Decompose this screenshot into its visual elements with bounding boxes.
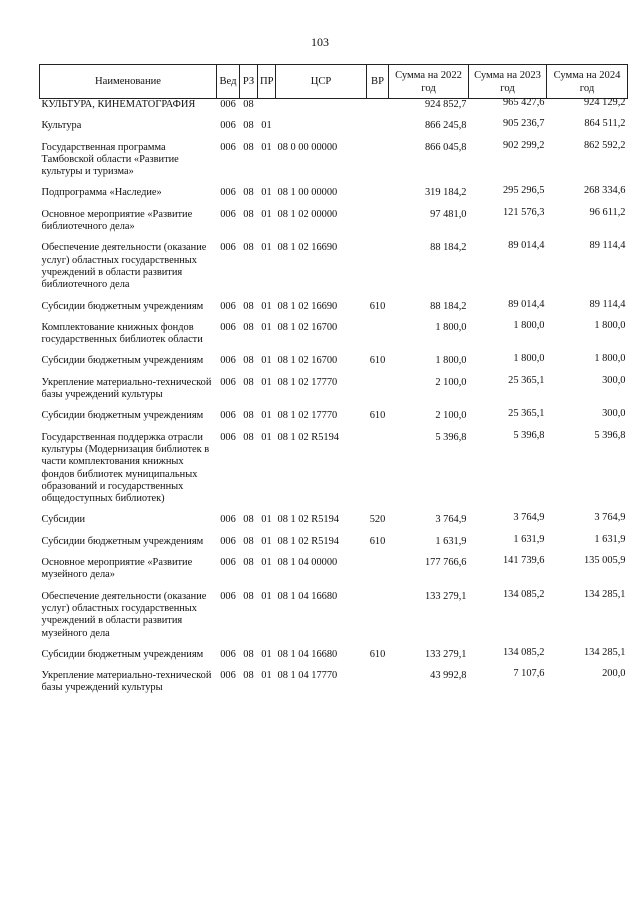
cell-sum-2022: 3 764,9 xyxy=(435,514,467,526)
cell-csr: 08 0 00 00000 xyxy=(277,141,338,153)
cell-rz: 08 xyxy=(243,120,254,132)
cell-ved: 006 xyxy=(220,208,236,220)
table-row xyxy=(40,432,628,515)
cell-sum-2022: 5 396,8 xyxy=(435,431,467,443)
cell-rz: 08 xyxy=(243,208,254,220)
cell-name: Комплектование книжных фондов государственных библиотек области xyxy=(41,321,203,346)
cell-sum-2023-value: 134 085,2 xyxy=(502,646,545,658)
cell-vr xyxy=(367,670,389,704)
cell-ved: 006 xyxy=(220,187,236,199)
cell-rz: 08 xyxy=(243,376,254,388)
cell-name: Обеспечение деятельности (оказание услуг) областных государственных учреждений в области развития библиотечного дела xyxy=(41,242,207,291)
col-header-vr: ВР xyxy=(367,65,389,99)
cell-pr: 01 xyxy=(261,242,272,254)
cell-ved: 006 xyxy=(220,514,236,526)
cell-rz: 08 xyxy=(243,187,254,199)
cell-sum-2024 xyxy=(547,319,628,356)
cell-rz: 08 xyxy=(243,431,254,443)
cell-name: Субсидии бюджетным учреждениям xyxy=(41,535,204,547)
cell-rz: 08 xyxy=(243,355,254,367)
cell-sum-2024-value: 3 764,9 xyxy=(594,512,626,524)
cell-name: Субсидии бюджетным учреждениям xyxy=(41,410,204,422)
col-header-ved: Вед xyxy=(217,65,240,99)
cell-sum-2022: 133 279,1 xyxy=(424,590,467,602)
cell-sum-2023 xyxy=(469,533,547,557)
cell-rz: 08 xyxy=(243,557,254,569)
cell-name: Субсидии бюджетным учреждениям xyxy=(41,300,204,312)
cell-sum-2024 xyxy=(547,298,628,322)
cell-pr: 01 xyxy=(261,514,272,526)
page-number: 103 xyxy=(311,35,329,49)
cell-rz: 08 xyxy=(243,535,254,547)
cell-csr: 08 1 02 16690 xyxy=(277,300,338,312)
table-row xyxy=(40,120,628,141)
table-row xyxy=(40,142,628,188)
col-header-sum-2024: Сумма на 2024 год xyxy=(547,65,628,99)
cell-name: Укрепление материально-технической базы учреждений культуры xyxy=(41,376,212,401)
cell-ved: 006 xyxy=(220,648,236,660)
cell-sum-2023 xyxy=(469,139,547,188)
table-body xyxy=(40,99,628,704)
cell-sum-2023-value: 965 427,6 xyxy=(502,97,545,108)
cell-ved: 006 xyxy=(220,410,236,422)
cell-pr: 01 xyxy=(261,590,272,602)
cell-sum-2022: 43 992,8 xyxy=(430,670,467,682)
cell-ved: 006 xyxy=(220,355,236,367)
cell-sum-2024-value: 300,0 xyxy=(602,408,626,420)
cell-sum-2024-value: 924 129,2 xyxy=(583,97,626,108)
cell-sum-2024 xyxy=(547,187,628,208)
cell-sum-2024 xyxy=(547,242,628,300)
cell-sum-2023 xyxy=(469,514,547,535)
cell-vr: 610 xyxy=(369,300,386,312)
cell-sum-2022: 866 245,8 xyxy=(424,120,467,132)
cell-sum-2022: 88 184,2 xyxy=(430,242,467,254)
table-row xyxy=(40,322,628,356)
cell-ved: 006 xyxy=(220,99,236,110)
cell-vr xyxy=(367,209,389,243)
cell-vr xyxy=(367,99,389,121)
cell-ved: 006 xyxy=(220,670,236,682)
cell-name: Субсидии бюджетным учреждениям xyxy=(41,355,204,367)
cell-vr xyxy=(367,120,389,141)
cell-vr xyxy=(367,432,389,515)
cell-sum-2023-value: 89 014,4 xyxy=(508,240,545,252)
cell-pr: 01 xyxy=(261,300,272,312)
cell-vr: 610 xyxy=(369,535,386,547)
cell-sum-2023 xyxy=(469,429,547,515)
cell-csr: 08 1 02 00000 xyxy=(277,208,338,220)
cell-sum-2023 xyxy=(469,120,547,141)
table-row xyxy=(40,187,628,208)
col-header-name: Наименование xyxy=(40,65,217,99)
col-header-sum-2023: Сумма на 2023 год xyxy=(469,65,547,99)
cell-sum-2024 xyxy=(547,533,628,557)
cell-name: Субсидии бюджетным учреждениям xyxy=(41,648,204,660)
table-row xyxy=(40,242,628,300)
cell-sum-2024 xyxy=(547,410,628,431)
cell-ved: 006 xyxy=(220,557,236,569)
cell-sum-2023-value: 7 107,6 xyxy=(513,668,545,680)
cell-vr: 610 xyxy=(369,410,386,422)
cell-sum-2023-value: 25 365,1 xyxy=(508,374,545,386)
cell-pr: 01 xyxy=(261,557,272,569)
cell-sum-2024-value: 89 114,4 xyxy=(589,240,626,252)
cell-sum-2022: 97 481,0 xyxy=(430,208,467,220)
cell-sum-2022: 88 184,2 xyxy=(430,300,467,312)
cell-vr xyxy=(367,377,389,411)
cell-name: Основное мероприятие «Развитие библиотечного дела» xyxy=(41,208,193,233)
cell-csr: 08 1 04 16680 xyxy=(277,590,338,602)
col-header-csr: ЦСР xyxy=(276,65,367,99)
col-header-rz: РЗ xyxy=(240,65,258,99)
cell-sum-2024-value: 864 511,2 xyxy=(584,118,626,130)
cell-pr: 01 xyxy=(261,120,272,132)
cell-rz: 08 xyxy=(243,242,254,254)
cell-csr: 08 1 02 16690 xyxy=(277,242,338,254)
cell-vr xyxy=(367,242,389,300)
cell-sum-2023 xyxy=(469,206,547,243)
budget-table xyxy=(39,64,628,704)
cell-sum-2024 xyxy=(547,139,628,188)
cell-sum-2024-value: 862 592,2 xyxy=(583,139,626,151)
cell-csr: 08 1 04 16680 xyxy=(277,648,338,660)
cell-sum-2024-value: 134 285,1 xyxy=(583,646,626,658)
cell-sum-2024 xyxy=(547,355,628,376)
cell-sum-2024 xyxy=(547,514,628,535)
cell-sum-2024-value: 5 396,8 xyxy=(594,429,626,441)
cell-pr: 01 xyxy=(261,535,272,547)
cell-pr: 01 xyxy=(261,410,272,422)
cell-ved: 006 xyxy=(220,300,236,312)
cell-rz: 08 xyxy=(243,514,254,526)
cell-pr: 01 xyxy=(261,670,272,682)
cell-sum-2023-value: 5 396,8 xyxy=(513,429,545,441)
cell-csr: 08 1 02 R5194 xyxy=(277,431,339,443)
col-header-pr: ПР xyxy=(258,65,276,99)
cell-sum-2022: 2 100,0 xyxy=(435,410,467,422)
cell-ved: 006 xyxy=(220,431,236,443)
cell-name: КУЛЬТУРА, КИНЕМАТОГРАФИЯ xyxy=(41,99,196,110)
cell-pr: 01 xyxy=(261,208,272,220)
cell-csr xyxy=(276,120,367,141)
cell-csr: 08 1 02 R5194 xyxy=(277,535,339,547)
cell-sum-2022: 1 800,0 xyxy=(435,321,467,333)
cell-sum-2023-value: 1 800,0 xyxy=(513,319,545,331)
cell-name: Государственная поддержка отрасли культуры (Модернизация библиотек в части комплектования книжных фондов библиотек муниципальных образований и государственных общедоступных библиотек) xyxy=(41,431,210,505)
cell-sum-2022: 1 631,9 xyxy=(435,535,467,547)
cell-name: Субсидии xyxy=(41,514,86,526)
cell-sum-2023-value: 141 739,6 xyxy=(502,555,545,567)
cell-sum-2024-value: 96 611,2 xyxy=(589,206,626,218)
cell-name: Государственная программа Тамбовской области «Развитие культуры и туризма» xyxy=(41,141,179,178)
cell-sum-2023 xyxy=(469,670,547,704)
cell-sum-2024-value: 1 631,9 xyxy=(594,533,626,545)
cell-sum-2024-value: 200,0 xyxy=(602,668,626,680)
table-row xyxy=(40,536,628,557)
cell-sum-2023-value: 121 576,3 xyxy=(502,206,545,218)
cell-sum-2022: 866 045,8 xyxy=(424,141,467,153)
cell-vr: 520 xyxy=(369,514,386,526)
cell-rz: 08 xyxy=(243,648,254,660)
cell-vr xyxy=(367,187,389,208)
cell-name: Укрепление материально-технической базы учреждений культуры xyxy=(41,670,212,694)
cell-sum-2024 xyxy=(547,206,628,243)
cell-csr xyxy=(276,99,367,121)
cell-sum-2023 xyxy=(469,588,547,649)
cell-ved: 006 xyxy=(220,141,236,153)
cell-vr xyxy=(367,142,389,188)
cell-name: Обеспечение деятельности (оказание услуг) областных государственных учреждений в области развития музейного дела xyxy=(41,590,207,639)
cell-vr xyxy=(367,557,389,591)
cell-sum-2024 xyxy=(547,374,628,411)
cell-sum-2024-value: 1 800,0 xyxy=(594,353,626,365)
cell-csr: 08 1 02 R5194 xyxy=(277,514,339,526)
cell-rz: 08 xyxy=(243,99,254,110)
cell-pr: 01 xyxy=(261,355,272,367)
table-row xyxy=(40,591,628,649)
cell-rz: 08 xyxy=(243,590,254,602)
cell-pr xyxy=(258,99,276,121)
cell-sum-2023-value: 295 296,5 xyxy=(502,185,545,197)
cell-ved: 006 xyxy=(220,535,236,547)
cell-sum-2023-value: 89 014,4 xyxy=(508,298,545,310)
cell-sum-2023 xyxy=(469,646,547,670)
cell-pr: 01 xyxy=(261,321,272,333)
cell-sum-2023-value: 134 085,2 xyxy=(502,588,545,600)
cell-sum-2023 xyxy=(469,374,547,411)
cell-sum-2023 xyxy=(469,355,547,376)
cell-csr: 08 1 00 00000 xyxy=(277,187,338,199)
cell-sum-2023 xyxy=(469,187,547,208)
cell-ved: 006 xyxy=(220,242,236,254)
cell-pr: 01 xyxy=(261,648,272,660)
table-row xyxy=(40,557,628,591)
cell-csr: 08 1 02 16700 xyxy=(277,321,338,333)
cell-sum-2023 xyxy=(469,410,547,431)
cell-csr: 08 1 04 17770 xyxy=(277,670,338,682)
cell-sum-2024-value: 300,0 xyxy=(602,374,626,386)
cell-sum-2022: 924 852,7 xyxy=(424,99,467,110)
cell-sum-2023 xyxy=(469,319,547,356)
cell-rz: 08 xyxy=(243,300,254,312)
cell-sum-2024-value: 89 114,4 xyxy=(589,298,626,310)
cell-sum-2024 xyxy=(547,429,628,515)
cell-vr: 610 xyxy=(369,648,386,660)
cell-rz: 08 xyxy=(243,321,254,333)
cell-sum-2024 xyxy=(547,670,628,704)
cell-sum-2023 xyxy=(469,557,547,591)
cell-sum-2024-value: 134 285,1 xyxy=(583,588,626,600)
table-header-row xyxy=(40,65,628,99)
cell-sum-2024 xyxy=(547,557,628,591)
cell-sum-2022: 2 100,0 xyxy=(435,376,467,388)
cell-name: Подпрограмма «Наследие» xyxy=(41,187,162,199)
table-row xyxy=(40,355,628,376)
cell-ved: 006 xyxy=(220,590,236,602)
table-row xyxy=(40,377,628,411)
cell-ved: 006 xyxy=(220,376,236,388)
cell-rz: 08 xyxy=(243,141,254,153)
table-row xyxy=(40,670,628,704)
cell-sum-2023-value: 905 236,7 xyxy=(502,118,545,130)
cell-csr: 08 1 04 00000 xyxy=(277,557,338,569)
cell-name: Культура xyxy=(41,120,82,132)
cell-sum-2023-value: 1 631,9 xyxy=(513,533,545,545)
cell-pr: 01 xyxy=(261,187,272,199)
cell-sum-2023-value: 25 365,1 xyxy=(508,408,545,420)
cell-sum-2022: 177 766,6 xyxy=(424,557,467,569)
cell-sum-2024 xyxy=(547,120,628,141)
cell-name: Основное мероприятие «Развитие музейного дела» xyxy=(41,557,193,581)
cell-csr: 08 1 02 17770 xyxy=(277,376,338,388)
cell-pr: 01 xyxy=(261,376,272,388)
cell-rz: 08 xyxy=(243,670,254,682)
cell-sum-2024-value: 135 005,9 xyxy=(583,555,626,567)
table-row xyxy=(40,649,628,670)
cell-sum-2024-value: 1 800,0 xyxy=(594,319,626,331)
cell-sum-2022: 319 184,2 xyxy=(424,187,467,199)
cell-sum-2022: 133 279,1 xyxy=(424,648,467,660)
cell-ved: 006 xyxy=(220,120,236,132)
cell-sum-2024-value: 268 334,6 xyxy=(583,185,626,197)
cell-pr: 01 xyxy=(261,431,272,443)
table-row xyxy=(40,209,628,243)
cell-vr xyxy=(367,322,389,356)
cell-pr: 01 xyxy=(261,141,272,153)
cell-sum-2024 xyxy=(547,646,628,670)
cell-vr xyxy=(367,591,389,649)
table-row xyxy=(40,301,628,322)
cell-sum-2022: 1 800,0 xyxy=(435,355,467,367)
cell-sum-2023 xyxy=(469,298,547,322)
cell-sum-2023 xyxy=(469,242,547,300)
col-header-sum-2022: Сумма на 2022 год xyxy=(389,65,469,99)
table-row xyxy=(40,410,628,431)
cell-csr: 08 1 02 17770 xyxy=(277,410,338,422)
cell-sum-2024 xyxy=(547,588,628,649)
cell-sum-2023-value: 1 800,0 xyxy=(513,353,545,365)
cell-csr: 08 1 02 16700 xyxy=(277,355,338,367)
cell-sum-2023-value: 902 299,2 xyxy=(502,139,545,151)
cell-sum-2023-value: 3 764,9 xyxy=(513,512,545,524)
table-row xyxy=(40,514,628,535)
cell-ved: 006 xyxy=(220,321,236,333)
cell-vr: 610 xyxy=(369,355,386,367)
cell-rz: 08 xyxy=(243,410,254,422)
